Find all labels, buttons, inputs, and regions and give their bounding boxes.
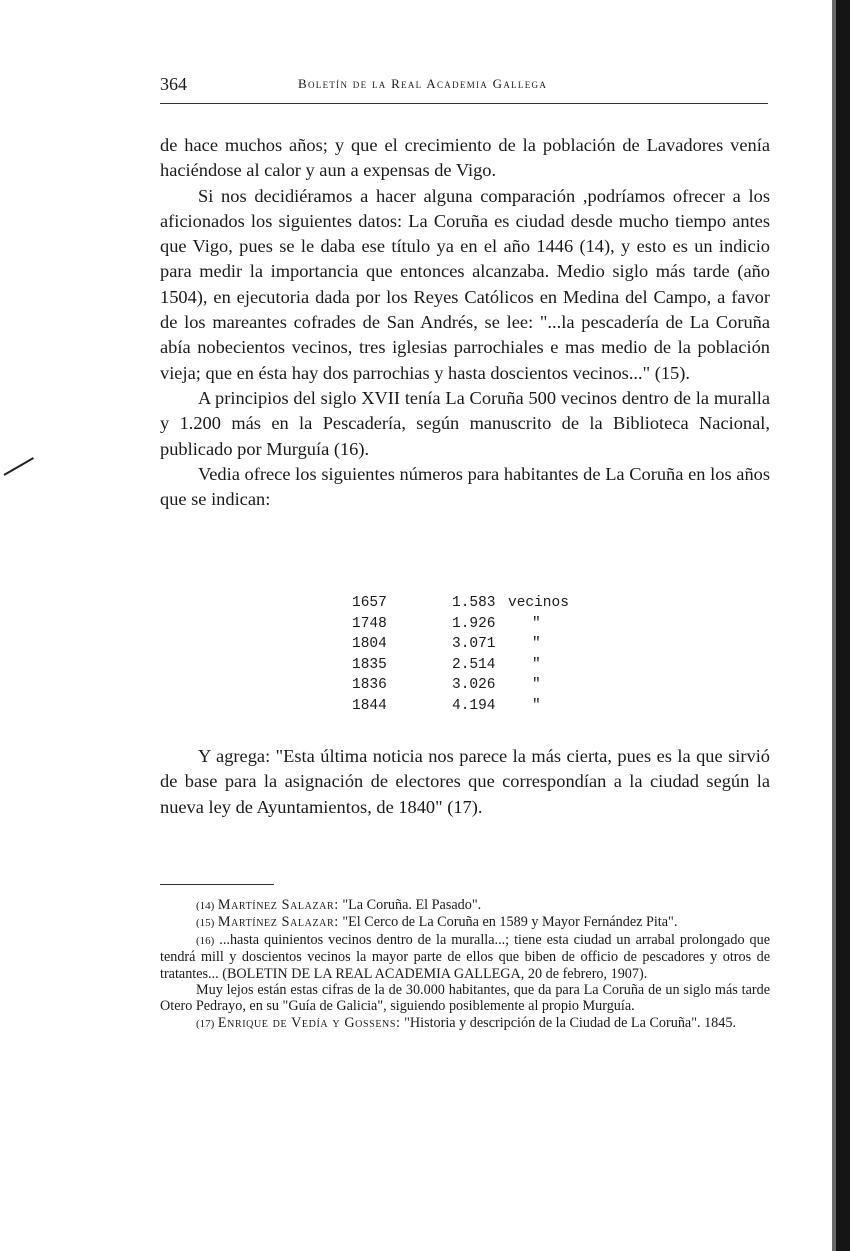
footnote: [160, 982, 770, 1015]
footnote: [160, 932, 770, 982]
census-count: 1.926: [452, 615, 496, 632]
body-text: [160, 133, 770, 512]
footnote-text: "La Coruña. El Pasado".: [342, 897, 482, 913]
census-count: 1.583: [452, 595, 496, 611]
census-unit: ": [532, 677, 541, 694]
census-year: 1835: [352, 656, 387, 673]
page-header: [160, 74, 768, 94]
census-year: 1844: [352, 697, 387, 714]
census-count: 4.194: [452, 697, 496, 714]
footnote-rule: [160, 884, 274, 885]
header-rule: [160, 103, 768, 104]
body-paragraph: Vedia ofrece los siguientes números para habitantes de La Coruña en los años que se indican:: [160, 463, 770, 510]
footnote-author: Martínez Salazar:: [217, 897, 339, 913]
footnote: [160, 1015, 770, 1032]
footnote-mark: (17): [196, 1017, 215, 1030]
census-unit: ": [532, 697, 541, 714]
census-unit: ": [532, 656, 541, 673]
census-year: 1804: [352, 636, 387, 653]
body-paragraph: A principios del siglo XVII tenía La Coruña 500 vecinos dentro de la muralla y 1.200 más en la Pescadería, según manuscrito de la Biblioteca Nacional, publicado por Murguía (16).: [160, 387, 770, 459]
census-count: 3.026: [452, 677, 496, 694]
body-paragraph: de hace muchos años; y que el crecimiento de la población de Lavadores venía haciéndose al calor y aun a expensas de Vigo.: [160, 135, 770, 181]
census-row: [352, 614, 612, 635]
footnote-author: Martínez Salazar:: [217, 914, 339, 931]
footnotes: [160, 897, 770, 1032]
footnote: [160, 914, 770, 931]
running-head: Boletín de la Real Academia Gallega: [298, 76, 548, 91]
footnote-mark: (14): [196, 900, 215, 912]
footnote-text: Muy lejos están estas cifras de la de 30.000 habitantes, que da para La Coruña de un siglo más tarde Otero Pedrayo, en su "Guía de Galicia", siguiendo posiblemente al propio Murguía.: [160, 982, 770, 1015]
body-paragraph: Si nos decidiéramos a hacer alguna comparación ,podríamos ofrecer a los aficionados los siguientes datos: La Coruña es ciudad desde mucho tiempo antes que Vigo, pues se le daba ese título ya en el año 1446 (14), y esto es un indicio para medir la importancia que entonces alcanzaba. Medio siglo más tarde (año 1504), en ejecutoria dada por los Reyes Católicos en Medina del Campo, a favor de los mareantes cofrades de San Andrés, se lee: "...la pescadería de La Coruña abía nobecientos vecinos, tres iglesias parrochiales e mas medio de la población vieja; que en ésta hay dos parrochias y hasta doscientos vecinos..." (15).: [160, 185, 770, 383]
scan-edge-bar: [836, 0, 850, 1251]
census-row: [352, 675, 612, 696]
census-year: 1836: [352, 677, 387, 694]
census-year: 1748: [352, 615, 387, 632]
closing-text: [160, 744, 770, 820]
footnote-text: ...hasta quinientos vecinos dentro de la muralla...; tiene esta ciudad un arrabal prolongado que tendrá mill y doscientos vecinos la mayor parte de ellos que biben de officio de pescadores y otros de tratantes... (BOLETIN DE LA REAL ACADEMIA GALLEGA, 20 de febrero, 1907).: [160, 931, 770, 982]
body-paragraph: Y agrega: "Esta última noticia nos parece la más cierta, pues es la que sirvió de base para la asignación de electores que correspondían a la ciudad según la nueva ley de Ayuntamientos, de 1840" (17).: [160, 746, 770, 817]
census-year: 1657: [352, 595, 387, 611]
census-count: 2.514: [452, 656, 496, 673]
footnote-mark: (16): [196, 934, 215, 947]
census-unit: ": [532, 636, 541, 653]
page-number: 364: [160, 74, 187, 94]
census-table: [352, 593, 612, 717]
margin-pen-mark: [4, 457, 34, 476]
census-row: [352, 696, 612, 717]
census-row: [352, 634, 612, 655]
census-row: [352, 593, 612, 614]
census-row: [352, 655, 612, 676]
footnote-author: Enrique de Vedía y Gossens:: [217, 1014, 401, 1031]
census-unit: ": [532, 615, 541, 632]
footnote-text: "El Cerco de La Coruña en 1589 y Mayor Fernández Pita".: [342, 914, 678, 931]
footnote: [160, 897, 770, 914]
footnote-text: "Historia y descripción de la Ciudad de La Coruña". 1845.: [404, 1014, 737, 1031]
census-unit: vecinos: [508, 595, 569, 611]
footnote-mark: (15): [196, 917, 215, 930]
census-count: 3.071: [452, 636, 496, 653]
